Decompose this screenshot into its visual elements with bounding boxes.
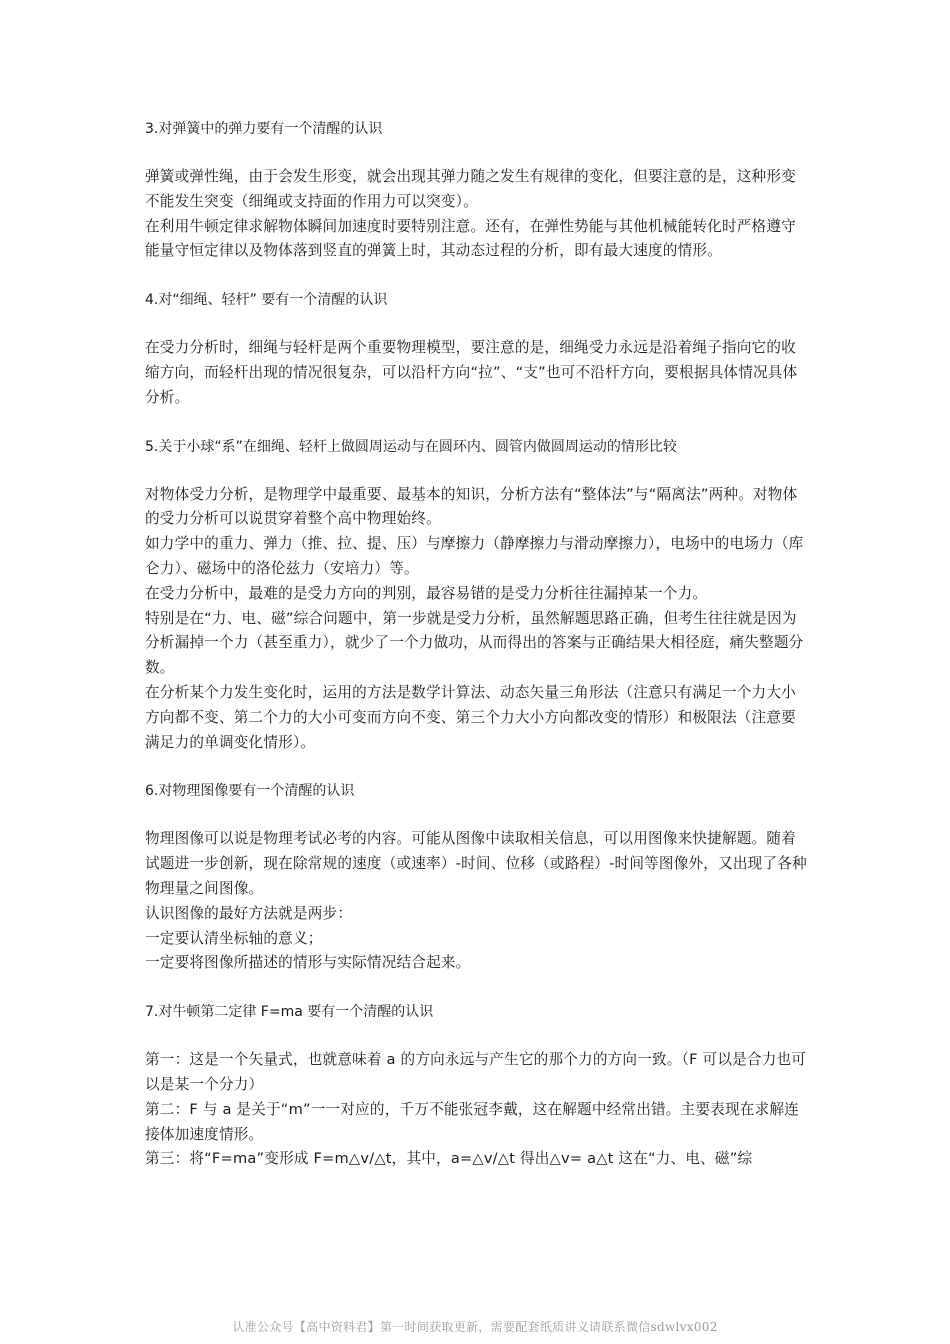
paragraph: 对物体受力分析，是物理学中最重要、最基本的知识，分析方法有“整体法”与“隔离法”两种。对物体的受力分析可以说贯穿着整个高中物理始终。 xyxy=(145,485,798,528)
paragraph: 在受力分析中，最难的是受力方向的判别，最容易错的是受力分析往往漏掉某一个力。 xyxy=(145,584,708,602)
page-footer-watermark: 认准公众号【高中资料君】第一时间获取更新，需要配套纸质讲义请联系微信sdwlvx002 xyxy=(232,1320,718,1334)
paragraph: 弹簧或弹性绳，由于会发生形变，就会出现其弹力随之发生有规律的变化，但要注意的是，这种形变不能发生突变（细绳或支持面的作用力可以突变）。 xyxy=(145,168,796,210)
paragraph: 第二：F 与 a 是关于“m”一一对应的，千万不能张冠李戴，这在解题中经常出错。主要表现在求解连接体加速度情形。 xyxy=(145,1100,799,1143)
paragraph: 第一：这是一个矢量式，也就意味着 a 的方向永远与产生它的那个力的方向一致。（F 可以是合力也可以是某一个分力） xyxy=(145,1051,807,1093)
paragraph: 认识图像的最好方法就是两步： xyxy=(145,904,353,922)
section-3 xyxy=(145,117,810,264)
paragraph: 在受力分析时，细绳与轻杆是两个重要物理模型，要注意的是，细绳受力永远是沿着绳子指向它的收缩方向，而轻杆出现的情况很复杂，可以沿杆方向“拉”、“支”也可不沿杆方向，要根据具体情况具体分析。 xyxy=(145,339,798,406)
paragraph: 一定要将图像所描述的情形与实际情况结合起来。 xyxy=(145,954,471,972)
paragraph: 在利用牛顿定律求解物体瞬间加速度时要特别注意。还有，在弹性势能与其他机械能转化时严格遵守能量守恒定律以及物体落到竖直的弹簧上时，其动态过程的分析，即有最大速度的情形。 xyxy=(145,217,796,260)
section-5 xyxy=(145,435,810,756)
paragraph: 物理图像可以说是物理考试必考的内容。可能从图像中读取相关信息，可以用图像来快捷解题。随着试题进一步创新，现在除常规的速度（或速率）-时间、位移（或路程）-时间等图像外，又出现了各种物理量之间图像。 xyxy=(145,830,807,897)
section-heading: 3.对弹簧中的弹力要有一个清醒的认识 xyxy=(145,121,383,137)
paragraph: 一定要认清坐标轴的意义； xyxy=(145,929,323,947)
document-content xyxy=(145,117,810,1172)
section-heading: 7.对牛顿第二定律 F=ma 要有一个清醒的认识 xyxy=(145,1004,434,1021)
paragraph: 如力学中的重力、弹力（推、拉、提、压）与摩擦力（静摩擦力与滑动摩擦力），电场中的电场力（库仑力）、磁场中的洛伦兹力（安培力）等。 xyxy=(145,535,804,577)
section-heading: 4.对“细绳、轻杆” 要有一个清醒的认识 xyxy=(145,292,388,309)
section-4 xyxy=(145,288,810,410)
paragraph: 特别是在“力、电、磁”综合问题中，第一步就是受力分析，虽然解题思路正确，但考生往往就是因为分析漏掉一个力（甚至重力），就少了一个力做功，从而得出的答案与正确结果大相径庭，痛失整题分数。 xyxy=(145,609,804,677)
section-7 xyxy=(145,1000,810,1172)
section-6 xyxy=(145,779,810,976)
section-heading: 6.对物理图像要有一个清醒的认识 xyxy=(145,783,355,800)
paragraph: 第三：将“F=ma”变形成 F=m△v/△t，其中，a=△v/△t 得出△v= a△t 这在“力、电、磁”综 xyxy=(145,1150,753,1168)
paragraph: 在分析某个力发生变化时，运用的方法是数学计算法、动态矢量三角形法（注意只有满足一个力大小方向都不变、第二个力的大小可变而方向不变、第三个力大小方向都改变的情形）和极限法（注意要满足力的单调变化情形）。 xyxy=(145,683,796,751)
section-heading: 5.关于小球“系”在细绳、轻杆上做圆周运动与在圆环内、圆管内做圆周运动的情形比较 xyxy=(145,438,677,455)
